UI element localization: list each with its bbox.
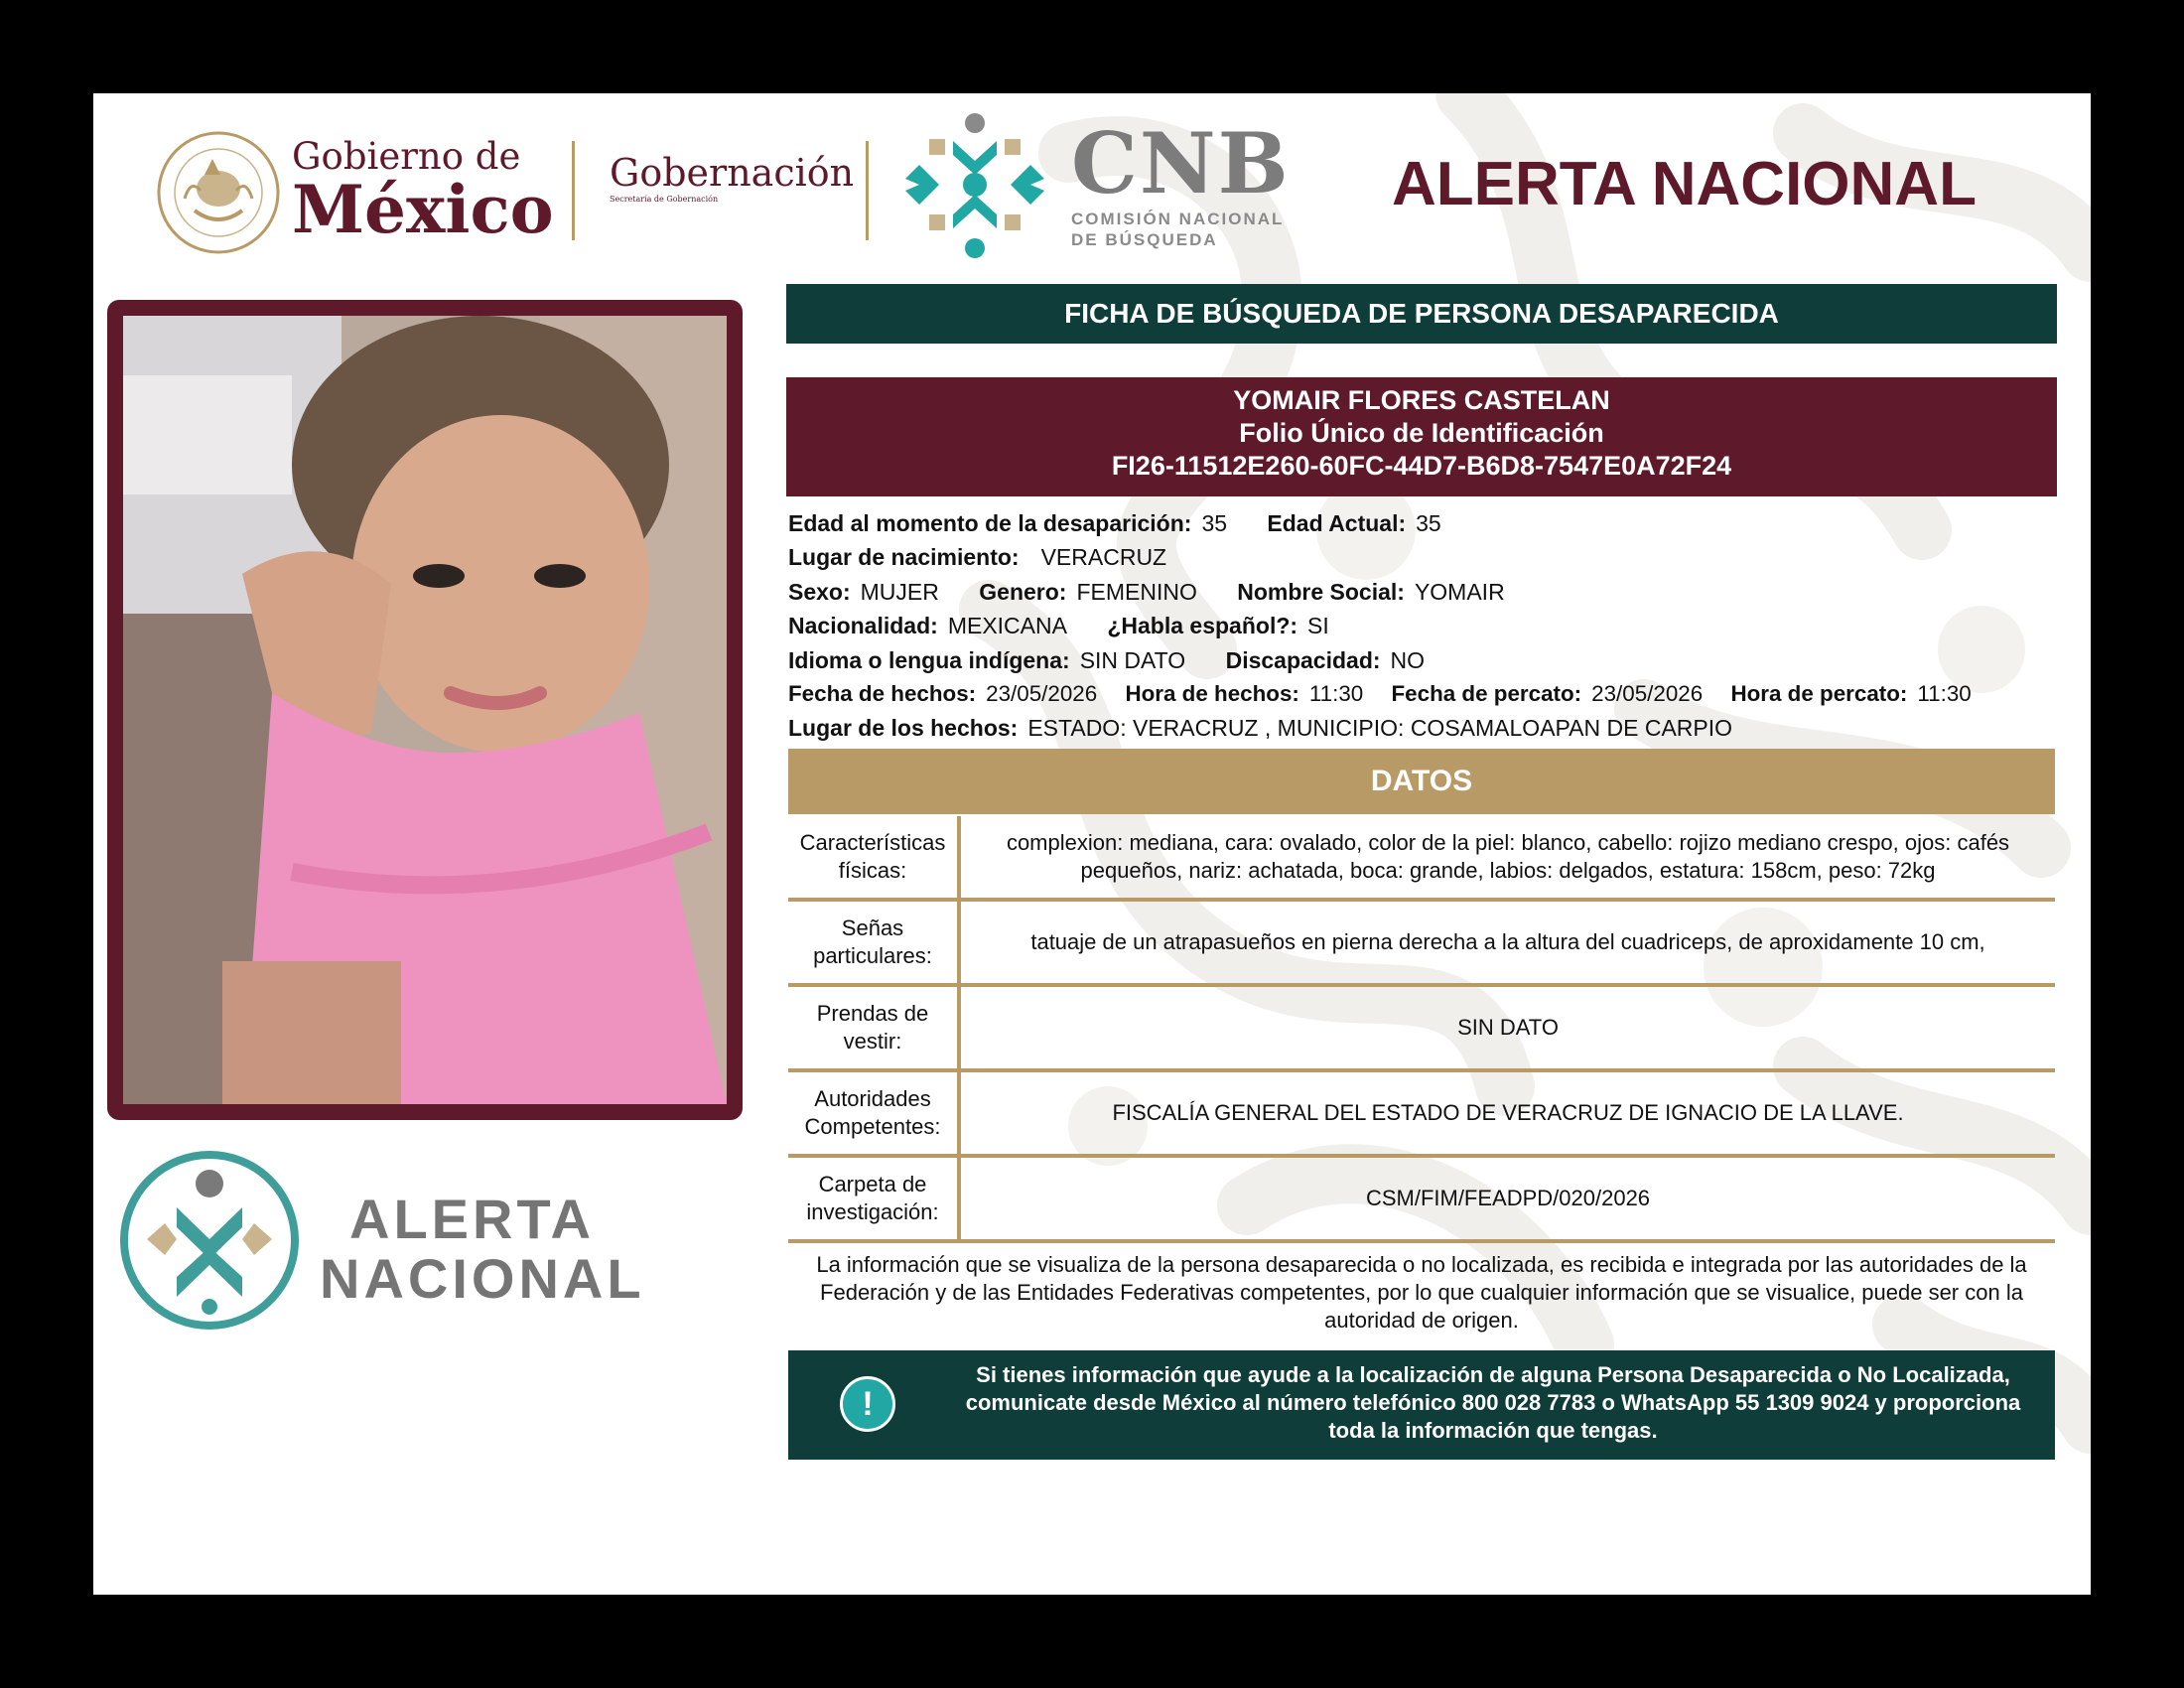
datos-label: Autoridades Competentes: (788, 1072, 961, 1154)
datos-value: complexion: mediana, cara: ovalado, color de la piel: blanco, cabello: rojizo mediano crespo, ojos: cafés pequeños, nariz: achatada, boca: grande, labios: delgados, estatura: 158cm, peso: 72kg (1006, 830, 2010, 883)
datos-label: Carpeta de investigación: (788, 1158, 961, 1239)
cnb-subtitle-1: COMISIÓN NACIONAL (1071, 210, 1285, 228)
datos-row (788, 816, 2055, 902)
gobierno-de-mexico-logo (292, 135, 554, 248)
edad-desap-value: 35 (1201, 510, 1228, 536)
sexo-label: Sexo: (788, 578, 851, 605)
datos-value: FISCALÍA GENERAL DEL ESTADO DE VERACRUZ DE IGNACIO DE LA LLAVE. (1112, 1100, 1904, 1125)
ficha-title: FICHA DE BÚSQUEDA DE PERSONA DESAPARECIDA (786, 284, 2057, 344)
datos-row (788, 902, 2055, 987)
datos-label: Características físicas: (788, 816, 961, 898)
lugar-hechos-value: ESTADO: VERACRUZ , MUNICIPIO: COSAMALOAPAN DE CARPIO (1027, 715, 1733, 742)
cnb-title: CNB (1071, 114, 1291, 212)
datos-table (788, 816, 2055, 1243)
cnb-logo (1071, 114, 1291, 250)
info-row (788, 540, 2059, 574)
habla-value: SI (1307, 613, 1329, 639)
datos-value: CSM/FIM/FEADPD/020/2026 (1365, 1186, 1651, 1210)
person-photo (123, 316, 727, 1104)
hora-percato-value: 11:30 (1917, 680, 1972, 706)
lugar-nac-value: VERACRUZ (1040, 544, 1167, 571)
datos-value: tatuaje de un atrapasueños en pierna derecha a la altura del cuadriceps, de aproxidamente 10 cm, (1030, 929, 1985, 954)
cnb-emblem (895, 105, 1054, 264)
info-row (788, 506, 2059, 540)
alerta-nacional-emblem (117, 1148, 302, 1333)
fecha-hechos-value: 23/05/2026 (986, 680, 1098, 706)
coat-of-arms-seal (155, 129, 282, 256)
person-name: YOMAIR FLORES CASTELAN (1233, 385, 1610, 415)
datos-header: DATOS (788, 749, 2055, 814)
idioma-label: Idioma o lengua indígena: (788, 646, 1070, 673)
genero-label: Genero: (979, 578, 1067, 605)
lugar-nac-label: Lugar de nacimiento: (788, 544, 1020, 571)
datos-row (788, 1158, 2055, 1243)
nacionalidad-value: MEXICANA (947, 613, 1067, 639)
idioma-value: SIN DATO (1079, 646, 1186, 673)
gob-line2: México (292, 171, 554, 248)
contact-banner (788, 1350, 2055, 1460)
exclamation-icon: ! (840, 1376, 895, 1432)
datos-row (788, 1072, 2055, 1158)
header-divider (572, 141, 575, 240)
edad-desap-label: Edad al momento de la desaparición: (788, 510, 1192, 536)
folio-value: FI26-11512E260-60FC-44D7-B6D8-7547E0A72F24 (1111, 451, 1732, 481)
info-row (788, 575, 2059, 609)
hora-percato-label: Hora de percato: (1730, 680, 1908, 706)
alert-title: ALERTA NACIONAL (1392, 150, 1977, 218)
nombre-social-value: YOMAIR (1414, 578, 1505, 605)
datos-value: SIN DATO (1457, 1015, 1559, 1040)
discapacidad-value: NO (1390, 646, 1426, 673)
nombre-social-label: Nombre Social: (1237, 578, 1405, 605)
edad-actual-label: Edad Actual: (1267, 510, 1407, 536)
wordmark-line1: ALERTA (349, 1188, 595, 1250)
info-row (788, 711, 2059, 745)
info-row (788, 677, 2059, 711)
alerta-nacional-wordmark (320, 1190, 645, 1309)
contact-text: Si tienes información que ayude a la localización de alguna Persona Desaparecida o No Localizada, comunicate desde México al número telefónico 800 028 7783 o WhatsApp 55 1309 9024 y proporciona toda la información que tengas. (965, 1362, 2021, 1443)
folio-label: Folio Único de Identificación (1239, 418, 1604, 448)
genero-value: FEMENINO (1076, 578, 1197, 605)
lugar-hechos-label: Lugar de los hechos: (788, 715, 1019, 742)
disclaimer-text: La información que se visualiza de la persona desaparecida o no localizada, es recibida e integrada por las autoridades de la Federación y de las Entidades Federativas competentes, por lo que cualquier información que se visualice, puede ser con la autoridad de origen. (816, 1252, 2027, 1333)
nacionalidad-label: Nacionalidad: (788, 613, 938, 639)
wordmark-line2: NACIONAL (320, 1247, 645, 1310)
info-row (788, 609, 2059, 642)
fecha-percato-label: Fecha de percato: (1391, 680, 1582, 706)
datos-label: Prendas de vestir: (788, 987, 961, 1068)
fecha-percato-value: 23/05/2026 (1591, 680, 1704, 706)
habla-label: ¿Habla español?: (1107, 613, 1298, 639)
gob-line1: Gobierno de (292, 135, 521, 178)
person-name-box (786, 377, 2057, 496)
edad-actual-value: 35 (1416, 510, 1441, 536)
cnb-subtitle-2: DE BÚSQUEDA (1071, 230, 1218, 249)
datos-row (788, 987, 2055, 1072)
fecha-hechos-label: Fecha de hechos: (788, 680, 977, 706)
discapacidad-label: Discapacidad: (1225, 646, 1381, 673)
search-poster (93, 93, 2091, 1595)
info-row (788, 643, 2059, 677)
gobernacion-title: Gobernación (610, 151, 855, 195)
hora-hechos-label: Hora de hechos: (1125, 680, 1299, 706)
gobernacion-subtitle: Secretaría de Gobernación (610, 195, 719, 204)
person-info (788, 506, 2059, 746)
datos-label: Señas particulares: (788, 902, 961, 983)
sexo-value: MUJER (860, 578, 939, 605)
hora-hechos-value: 11:30 (1308, 680, 1364, 706)
header-divider (866, 141, 869, 240)
gobernacion-logo (610, 151, 854, 205)
